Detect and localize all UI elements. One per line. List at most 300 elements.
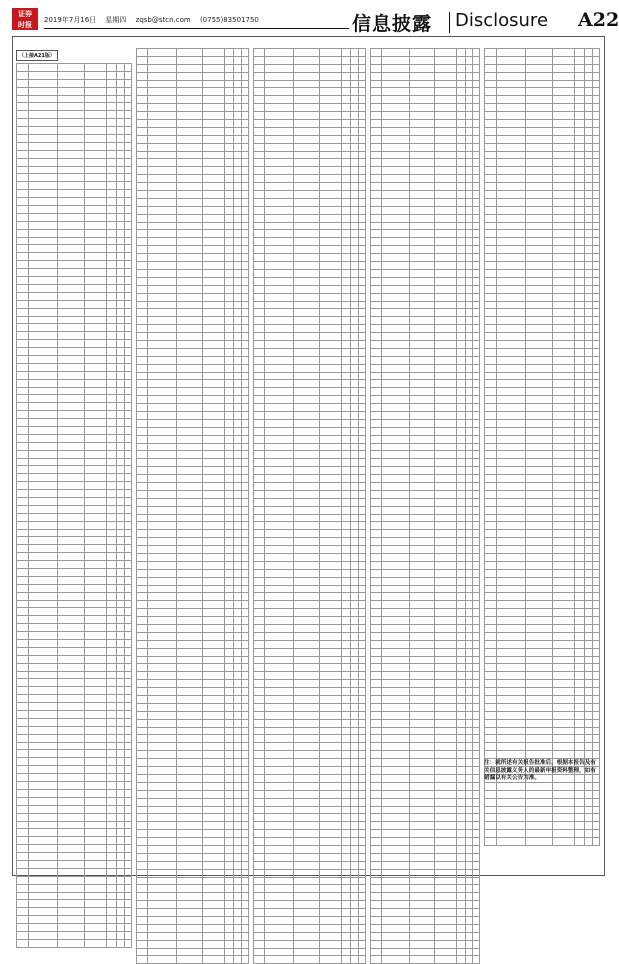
table-cell (575, 198, 585, 206)
table-row (17, 750, 132, 758)
table-cell (241, 877, 248, 885)
table-cell (409, 309, 435, 317)
table-cell (148, 901, 176, 909)
table-cell (371, 664, 382, 672)
table-cell (241, 112, 248, 120)
table-cell (342, 333, 351, 341)
table-cell (456, 538, 465, 546)
table-cell (203, 490, 225, 498)
table-cell (234, 396, 241, 404)
table-row (137, 254, 249, 262)
table-cell (84, 734, 107, 742)
table-cell (435, 467, 456, 475)
table-cell (435, 901, 456, 909)
table-cell (592, 167, 599, 175)
table-cell (465, 498, 472, 506)
table-cell (358, 372, 365, 380)
table-cell (148, 774, 176, 782)
table-cell (585, 340, 592, 348)
table-cell (351, 380, 358, 388)
table-row (485, 151, 600, 159)
table-cell (241, 790, 248, 798)
table-cell (57, 671, 84, 679)
table-cell (137, 372, 148, 380)
table-cell (148, 246, 176, 254)
table-cell (137, 688, 148, 696)
table-cell (124, 229, 131, 237)
table-cell (575, 696, 585, 704)
table-cell (17, 782, 29, 790)
table-cell (265, 356, 293, 364)
table-cell (293, 798, 319, 806)
table-cell (254, 743, 265, 751)
table-cell (117, 837, 124, 845)
table-cell (320, 498, 342, 506)
table-cell (254, 822, 265, 830)
table-row (254, 325, 366, 333)
table-cell (57, 355, 84, 363)
table-cell (371, 554, 382, 562)
table-cell (17, 703, 29, 711)
table-cell (117, 695, 124, 703)
table-row (485, 609, 600, 617)
table-row (485, 230, 600, 238)
table-cell (525, 380, 552, 388)
table-cell (485, 711, 497, 719)
table-row (254, 506, 366, 514)
table-cell (592, 632, 599, 640)
table-cell (592, 435, 599, 443)
table-cell (371, 893, 382, 901)
table-cell (225, 348, 234, 356)
table-cell (17, 687, 29, 695)
table-cell (107, 458, 117, 466)
table-cell (382, 396, 410, 404)
table-cell (371, 64, 382, 72)
table-cell (409, 230, 435, 238)
table-row (254, 948, 366, 956)
table-cell (351, 191, 358, 199)
table-cell (358, 293, 365, 301)
table-cell (435, 143, 456, 151)
table-cell (234, 569, 241, 577)
table-cell (592, 482, 599, 490)
table-cell (351, 514, 358, 522)
table-cell (176, 269, 202, 277)
table-cell (371, 538, 382, 546)
table-cell (234, 554, 241, 562)
table-cell (148, 427, 176, 435)
table-cell (57, 876, 84, 884)
table-cell (28, 703, 57, 711)
table-cell (496, 333, 525, 341)
table-cell (203, 885, 225, 893)
table-cell (17, 426, 29, 434)
table-cell (124, 442, 131, 450)
table-cell (148, 198, 176, 206)
table-cell (342, 767, 351, 775)
table-row (371, 482, 480, 490)
table-cell (176, 49, 202, 57)
table-cell (320, 932, 342, 940)
table-cell (585, 735, 592, 743)
table-cell (203, 340, 225, 348)
table-cell (575, 277, 585, 285)
table-cell (124, 119, 131, 127)
table-cell (28, 529, 57, 537)
table-cell (409, 798, 435, 806)
table-cell (265, 64, 293, 72)
table-row (371, 743, 480, 751)
table-cell (465, 388, 472, 396)
table-cell (28, 150, 57, 158)
table-cell (592, 561, 599, 569)
table-row (254, 72, 366, 80)
table-cell (585, 482, 592, 490)
table-cell (107, 939, 117, 947)
table-cell (358, 143, 365, 151)
table-cell (254, 838, 265, 846)
table-cell (107, 758, 117, 766)
table-cell (117, 458, 124, 466)
table-cell (496, 664, 525, 672)
table-row (137, 782, 249, 790)
table-cell (575, 830, 585, 838)
table-row (17, 403, 132, 411)
table-cell (241, 49, 248, 57)
table-row (371, 869, 480, 877)
table-cell (351, 490, 358, 498)
table-cell (371, 72, 382, 80)
table-cell (472, 490, 479, 498)
table-cell (28, 884, 57, 892)
table-cell (496, 88, 525, 96)
table-cell (472, 601, 479, 609)
table-cell (176, 869, 202, 877)
table-cell (409, 348, 435, 356)
table-row (485, 348, 600, 356)
table-cell (203, 364, 225, 372)
table-cell (57, 853, 84, 861)
table-cell (84, 316, 107, 324)
table-cell (552, 309, 575, 317)
table-cell (465, 301, 472, 309)
table-cell (409, 838, 435, 846)
table-cell (84, 245, 107, 253)
table-cell (241, 88, 248, 96)
table-cell (342, 214, 351, 222)
table-cell (17, 939, 29, 947)
table-cell (176, 901, 202, 909)
table-cell (265, 561, 293, 569)
table-cell (409, 56, 435, 64)
table-cell (124, 655, 131, 663)
table-cell (358, 711, 365, 719)
table-cell (320, 672, 342, 680)
table-cell (456, 514, 465, 522)
table-cell (552, 672, 575, 680)
table-cell (176, 482, 202, 490)
table-cell (225, 482, 234, 490)
table-cell (351, 183, 358, 191)
table-cell (148, 601, 176, 609)
table-cell (585, 538, 592, 546)
table-cell (265, 104, 293, 112)
table-cell (117, 237, 124, 245)
table-cell (575, 735, 585, 743)
table-row (17, 939, 132, 947)
table-cell (234, 948, 241, 956)
table-cell (254, 269, 265, 277)
table-cell (234, 861, 241, 869)
table-cell (57, 198, 84, 206)
table-cell (28, 371, 57, 379)
table-cell (28, 87, 57, 95)
table-cell (117, 616, 124, 624)
table-cell (351, 585, 358, 593)
table-cell (57, 142, 84, 150)
table-cell (234, 143, 241, 151)
table-cell (496, 569, 525, 577)
table-row (485, 688, 600, 696)
table-cell (585, 183, 592, 191)
table-cell (552, 380, 575, 388)
table-cell (456, 254, 465, 262)
table-cell (148, 664, 176, 672)
table-row (137, 435, 249, 443)
table-row (254, 940, 366, 948)
table-cell (148, 151, 176, 159)
table-cell (17, 789, 29, 797)
table-cell (409, 80, 435, 88)
table-cell (485, 112, 497, 120)
table-cell (107, 213, 117, 221)
table-row (254, 601, 366, 609)
table-cell (28, 182, 57, 190)
table-cell (382, 333, 410, 341)
table-cell (358, 546, 365, 554)
table-cell (358, 782, 365, 790)
table-cell (358, 198, 365, 206)
table-cell (525, 435, 552, 443)
table-row (137, 151, 249, 159)
table-cell (225, 269, 234, 277)
table-cell (552, 206, 575, 214)
table-cell (234, 167, 241, 175)
table-cell (117, 466, 124, 474)
table-cell (17, 671, 29, 679)
table-cell (371, 814, 382, 822)
table-row (137, 246, 249, 254)
table-cell (107, 245, 117, 253)
table-row (17, 789, 132, 797)
table-cell (107, 135, 117, 143)
table-cell (525, 680, 552, 688)
table-cell (241, 396, 248, 404)
table-row (254, 822, 366, 830)
table-cell (254, 640, 265, 648)
table-cell (117, 931, 124, 939)
table-cell (435, 56, 456, 64)
table-cell (382, 916, 410, 924)
table-cell (107, 442, 117, 450)
table-cell (234, 112, 241, 120)
table-cell (137, 901, 148, 909)
table-cell (472, 293, 479, 301)
table-cell (382, 80, 410, 88)
table-cell (57, 695, 84, 703)
table-cell (107, 837, 117, 845)
table-cell (265, 80, 293, 88)
table-row (254, 348, 366, 356)
table-cell (293, 380, 319, 388)
table-cell (371, 869, 382, 877)
table-cell (176, 467, 202, 475)
table-cell (293, 632, 319, 640)
table-cell (552, 64, 575, 72)
table-cell (176, 609, 202, 617)
table-cell (575, 206, 585, 214)
table-cell (552, 546, 575, 554)
table-cell (234, 159, 241, 167)
table-cell (525, 719, 552, 727)
table-cell (358, 80, 365, 88)
table-cell (203, 656, 225, 664)
table-cell (241, 364, 248, 372)
table-cell (107, 434, 117, 442)
table-cell (485, 719, 497, 727)
table-row (485, 127, 600, 135)
table-row (371, 135, 480, 143)
table-cell (17, 332, 29, 340)
table-cell (585, 356, 592, 364)
table-cell (117, 71, 124, 79)
table-cell (225, 680, 234, 688)
table-cell (234, 482, 241, 490)
table-cell (265, 869, 293, 877)
table-cell (176, 774, 202, 782)
table-cell (456, 822, 465, 830)
table-cell (585, 80, 592, 88)
table-cell (575, 167, 585, 175)
table-cell (358, 482, 365, 490)
table-cell (241, 411, 248, 419)
table-cell (382, 924, 410, 932)
table-cell (592, 64, 599, 72)
table-cell (148, 443, 176, 451)
table-cell (371, 916, 382, 924)
table-row (485, 333, 600, 341)
table-row (371, 593, 480, 601)
table-cell (124, 529, 131, 537)
table-cell (84, 718, 107, 726)
table-cell (203, 924, 225, 932)
table-cell (234, 88, 241, 96)
table-row (137, 309, 249, 317)
table-cell (485, 49, 497, 57)
table-cell (28, 718, 57, 726)
section-title-en: Disclosure (455, 10, 549, 31)
table-cell (84, 695, 107, 703)
table-cell (409, 419, 435, 427)
table-cell (485, 688, 497, 696)
table-cell (371, 498, 382, 506)
table-cell (234, 80, 241, 88)
table-row (371, 356, 480, 364)
table-cell (435, 183, 456, 191)
table-cell (465, 309, 472, 317)
table-cell (107, 371, 117, 379)
table-cell (472, 506, 479, 514)
table-cell (592, 577, 599, 585)
table-cell (371, 325, 382, 333)
table-cell (435, 640, 456, 648)
table-cell (351, 554, 358, 562)
table-cell (254, 498, 265, 506)
table-cell (137, 703, 148, 711)
table-cell (293, 159, 319, 167)
table-cell (28, 766, 57, 774)
table-cell (117, 711, 124, 719)
table-cell (265, 711, 293, 719)
table-row (485, 514, 600, 522)
table-cell (485, 609, 497, 617)
table-cell (342, 885, 351, 893)
table-cell (371, 743, 382, 751)
table-cell (409, 625, 435, 633)
table-cell (575, 530, 585, 538)
table-cell (320, 593, 342, 601)
table-cell (107, 860, 117, 868)
table-cell (57, 190, 84, 198)
table-cell (84, 758, 107, 766)
table-cell (485, 727, 497, 735)
table-cell (472, 814, 479, 822)
table-cell (552, 348, 575, 356)
table-cell (320, 191, 342, 199)
table-cell (525, 593, 552, 601)
table-cell (496, 175, 525, 183)
table-row (254, 88, 366, 96)
table-cell (552, 419, 575, 427)
table-cell (351, 404, 358, 412)
section-title-cn: 信息披露 (352, 13, 433, 35)
table-cell (225, 175, 234, 183)
table-cell (203, 869, 225, 877)
table-cell (496, 577, 525, 585)
table-cell (148, 759, 176, 767)
table-cell (435, 806, 456, 814)
table-cell (203, 632, 225, 640)
table-cell (28, 198, 57, 206)
table-cell (592, 49, 599, 57)
table-cell (552, 577, 575, 585)
table-cell (409, 112, 435, 120)
table-cell (592, 120, 599, 128)
table-cell (225, 80, 234, 88)
table-cell (465, 167, 472, 175)
table-cell (342, 451, 351, 459)
table-cell (107, 931, 117, 939)
table-cell (371, 735, 382, 743)
table-cell (293, 640, 319, 648)
table-cell (17, 797, 29, 805)
table-row (137, 719, 249, 727)
table-cell (28, 750, 57, 758)
table-cell (293, 861, 319, 869)
table-cell (234, 380, 241, 388)
table-cell (225, 672, 234, 680)
